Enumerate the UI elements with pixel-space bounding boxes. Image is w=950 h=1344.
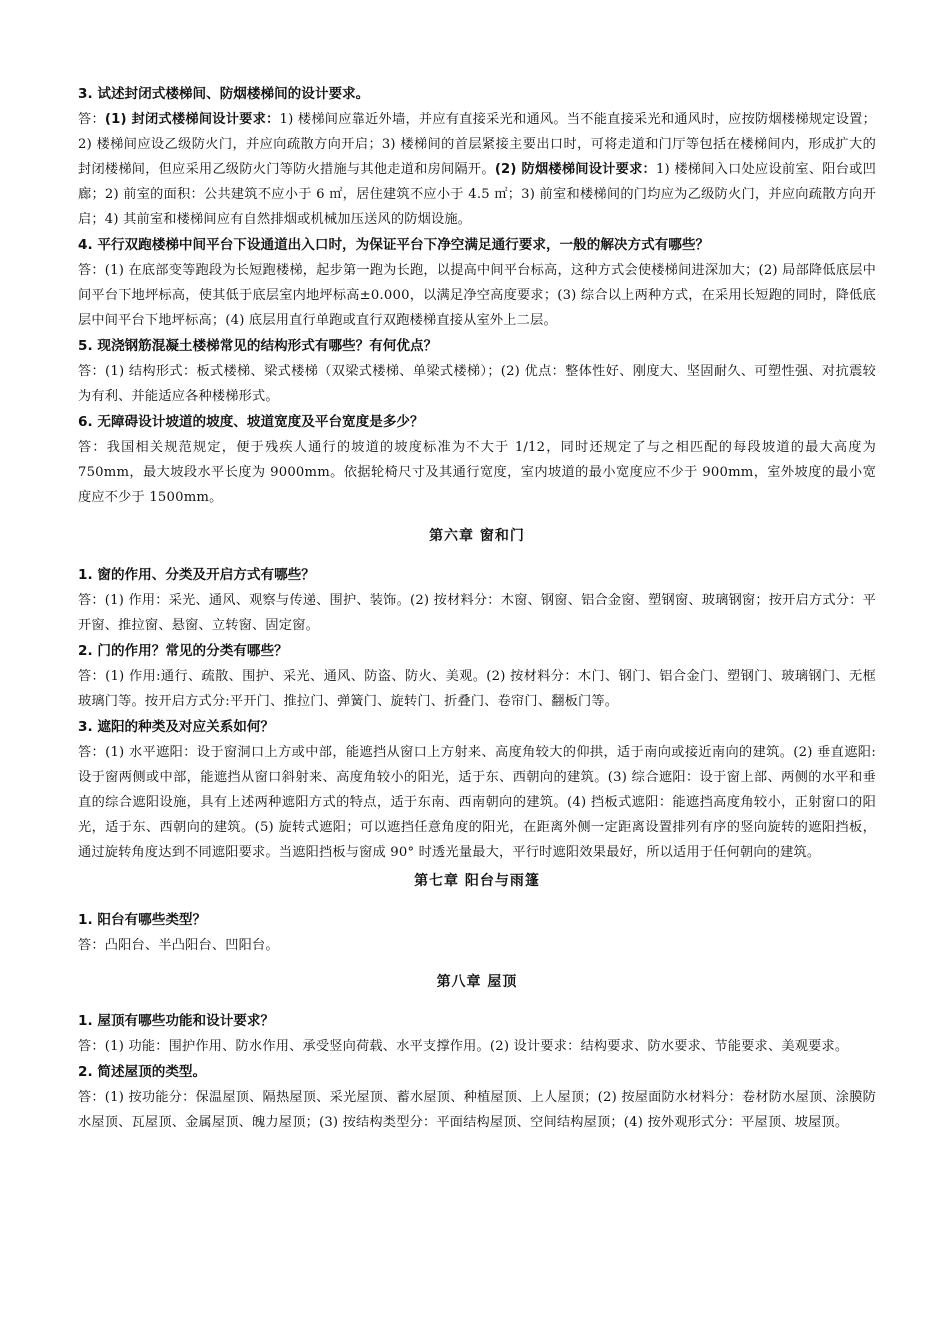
question-heading: 1. 阳台有哪些类型？ <box>78 912 207 928</box>
answer-subheading: (2) 防烟楼梯间设计要求： <box>494 162 656 177</box>
answer-paragraph: 答：(1) 按功能分：保温屋顶、隔热屋顶、采光屋顶、蓄水屋顶、种植屋顶、上人屋顶；(2) 按屋面防水材料分：卷材防水屋顶、涂膜防水屋顶、瓦屋顶、金属屋顶、魄力屋顶；(3) 按结构类型分：平面结构屋顶、空间结构屋顶；(4) 按外观形式分：平屋顶、坡屋顶。 <box>78 1090 876 1130</box>
chapter-title: 第六章 窗和门 <box>429 528 525 544</box>
answer-paragraph: 答：凸阳台、半凸阳台、凹阳台。 <box>78 938 279 953</box>
answer-paragraph <box>78 107 876 232</box>
question-heading: 3. 试述封闭式楼梯间、防烟楼梯间的设计要求。 <box>78 86 370 102</box>
question-heading: 1. 屋顶有哪些功能和设计要求？ <box>78 1013 275 1029</box>
answer-text: 1) 楼梯间入口处应设前室、阳台或凹廊；2) 前室的面积：公共建筑不应小于 6 ㎡，居住建筑不应小于 4.5 ㎡；3) 前室和楼梯间的门均应为乙级防火门，并应向疏散方向开启；4) 其前室和楼梯间应有自然排烟或机械加压送风的防烟设施。 <box>78 162 876 227</box>
question-heading: 4. 平行双跑楼梯中间平台下设通道出入口时，为保证平台下净空满足通行要求，一般的解决方式有哪些？ <box>78 237 710 253</box>
answer-paragraph: 答：(1) 作用：采光、通风、观察与传递、围护、装饰。(2) 按材料分：木窗、钢窗、铝合金窗、塑钢窗、玻璃钢窗；按开启方式分：平开窗、推拉窗、悬窗、立转窗、固定窗。 <box>78 593 876 633</box>
answer-paragraph: 答：(1) 在底部变等跑段为长短跑楼梯，起步第一跑为长跑，以提高中间平台标高，这种方式会使楼梯间进深加大；(2) 局部降低底层中间平台下地坪标高，使其低于底层室内地坪标高±0.000，以满足净空高度要求；(3) 综合以上两种方式，在采用长短跑的同时，降低底层中间平台下地坪标高；(4) 底层用直行单跑或直行双跑楼梯直接从室外上二层。 <box>78 263 876 328</box>
answer-paragraph: 答：我国相关规范规定，便于残疾人通行的坡道的坡度标准为不大于 1/12，同时还规定了与之相匹配的每段坡道的最大高度为 750mm，最大坡段水平长度为 9000mm。依据轮椅尺寸及其通行宽度，室内坡道的最小宽度应不少于 900mm，室外坡度的最小宽度应不少于 1500mm。 <box>78 440 876 505</box>
chapter-title: 第七章 阳台与雨篷 <box>414 873 540 889</box>
answer-prefix: 答： <box>78 112 105 127</box>
answer-subheading: (1) 封闭式楼梯间设计要求： <box>104 112 280 127</box>
document-page <box>78 82 876 1136</box>
question-heading: 3. 遮阳的种类及对应关系如何？ <box>78 719 275 735</box>
question-heading: 2. 简述屋顶的类型。 <box>78 1064 207 1080</box>
answer-paragraph: 答：(1) 作用:通行、疏散、围护、采光、通风、防盗、防火、美观。(2) 按材料分：木门、钢门、铝合金门、塑钢门、玻璃钢门、无框玻璃门等。按开启方式分:平开门、推拉门、弹簧门、旋转门、折叠门、卷帘门、翻板门等。 <box>78 669 876 709</box>
answer-paragraph: 答：(1) 功能：围护作用、防水作用、承受竖向荷载、水平支撑作用。(2) 设计要求：结构要求、防水要求、节能要求、美观要求。 <box>78 1039 849 1054</box>
chapter-title: 第八章 屋顶 <box>436 974 518 990</box>
answer-paragraph: 答：(1) 水平遮阳：设于窗洞口上方或中部，能遮挡从窗口上方射来、高度角较大的仰拱，适于南向或接近南向的建筑。(2) 垂直遮阳:设于窗两侧或中部，能遮挡从窗口斜射来、高度角较小的阳光，适于东、西朝向的建筑。(3) 综合遮阳：设于窗上部、两侧的水平和垂直的综合遮阳设施，具有上述两种遮阳方式的特点，适于东南、西南朝向的建筑。(4) 挡板式遮阳：能遮挡高度角较小，正射窗口的阳光，适于东、西朝向的建筑。(5) 旋转式遮阳；可以遮挡任意角度的阳光，在距离外侧一定距离设置排列有序的竖向旋转的遮阳挡板，通过旋转角度达到不同遮阳要求。当遮阳挡板与窗成 90° 时透光量最大，平行时遮阳效果最好，所以适用于任何朝向的建筑。 <box>78 745 876 860</box>
answer-text: 1) 楼梯间应靠近外墙，并应有直接采光和通风。当不能直接采光和通风时，应按防烟楼梯规定设置；2) 楼梯间应设乙级防火门，并应向疏散方向开启；3) 楼梯间的首层紧接主要出口时，可将走道和门厅等包括在楼梯间内，形成扩大的封闭楼梯间，但应采用乙级防火门等防火措施与其他走道和房间隔开。 <box>78 112 876 177</box>
question-heading: 6. 无障碍设计坡道的坡度、坡道宽度及平台宽度是多少？ <box>78 414 424 430</box>
question-heading: 1. 窗的作用、分类及开启方式有哪些？ <box>78 567 315 583</box>
answer-paragraph: 答：(1) 结构形式：板式楼梯、梁式楼梯（双梁式楼梯、单梁式楼梯）；(2) 优点：整体性好、刚度大、坚固耐久、可塑性强、对抗震较为有利、并能适应各种楼梯形式。 <box>78 364 876 404</box>
question-heading: 2. 门的作用？常见的分类有哪些？ <box>78 643 288 659</box>
question-heading: 5. 现浇钢筋混凝土楼梯常见的结构形式有哪些？有何优点？ <box>78 338 438 354</box>
